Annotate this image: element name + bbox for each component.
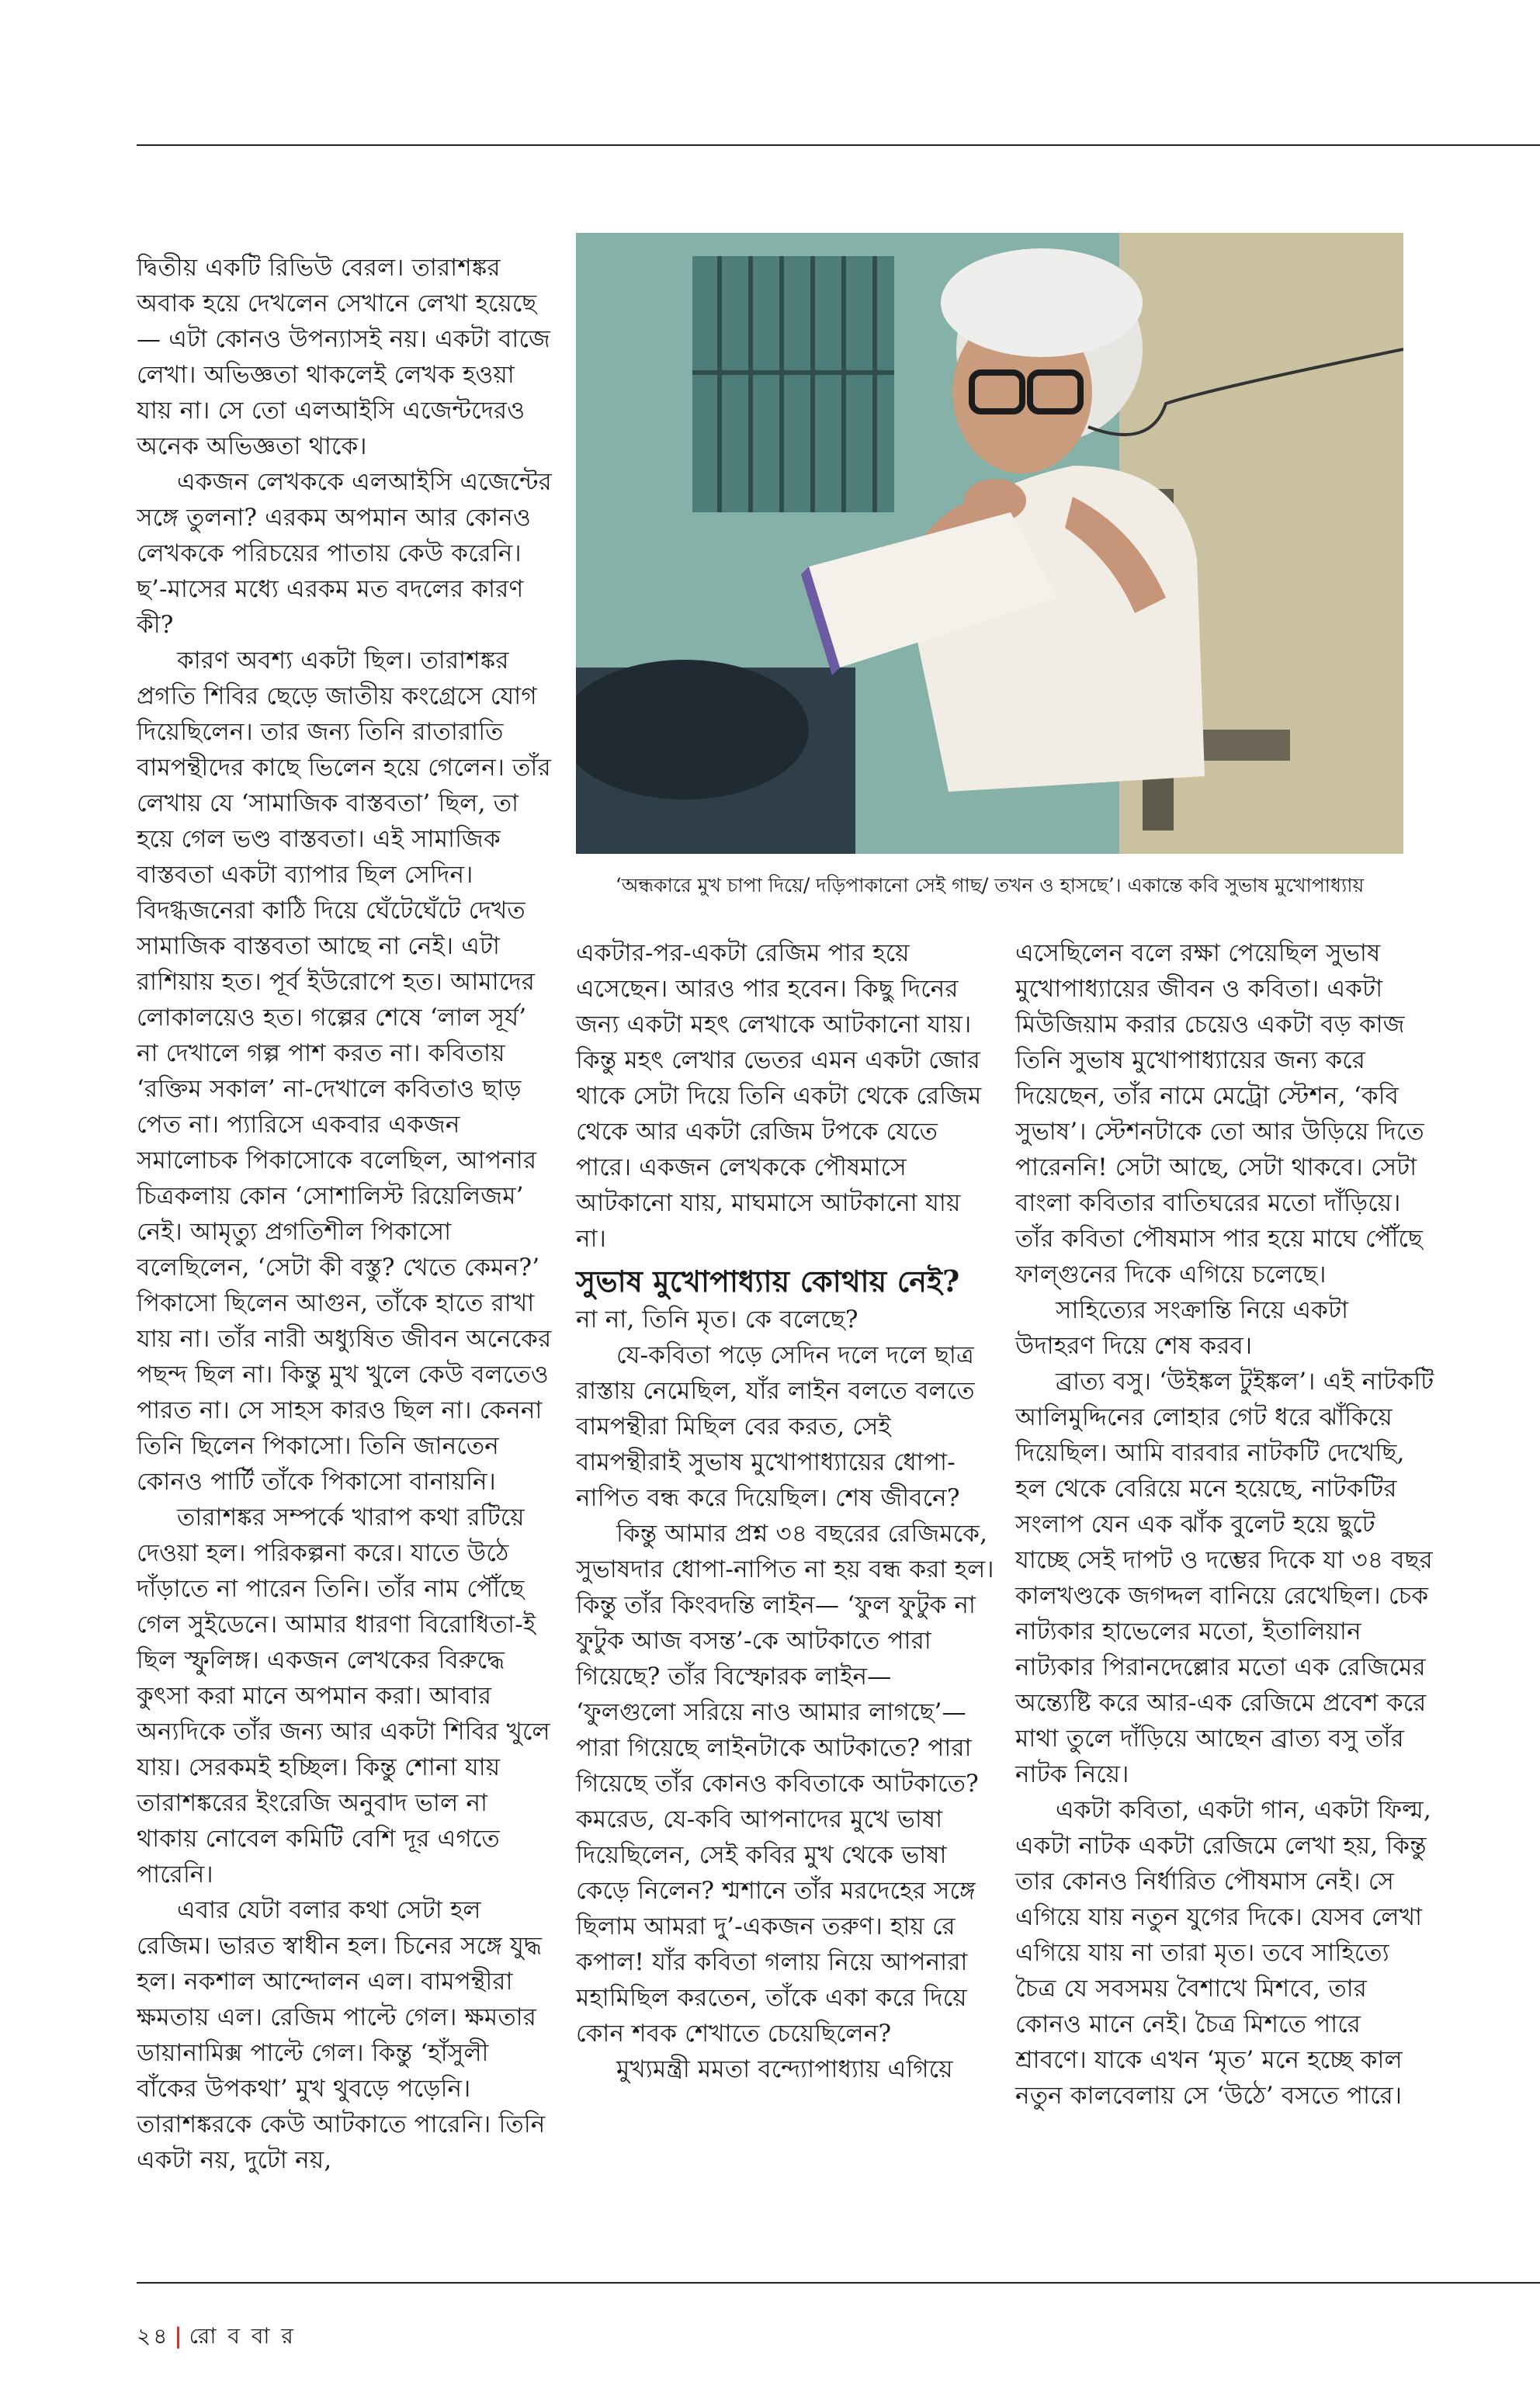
paragraph: একটা কবিতা, একটা গান, একটা ফিল্ম, একটা নাটক একটা রেজিমে লেখা হয়, কিন্তু তার কোনও নির্ধারিত পৌষমাস নেই। সে এগিয়ে যায় নতুন যুগের দিকে। যেসব লেখা এগিয়ে যায় না তারা মৃত। তবে সাহিত্যে চৈত্র যে সবসময় বৈশাখে মিশবে, তার কোনও মানে নেই। চৈত্র মিশতে পারে শ্রাবণে। যাকে এখন ‘মৃত’ মনে হচ্ছে কাল নতুন কালবেলায় সে ‘উঠে’ বসতে পারে।	[1015, 1796, 1431, 2110]
paragraph: এবার যেটা বলার কথা সেটা হল রেজিম। ভারত স্বাধীন হল। চিনের সঙ্গে যুদ্ধ হল। নকশাল আন্দোলন এল। বামপন্থীরা ক্ষমতায় এল। রেজিম পাল্টে গেল। ক্ষমতার ডায়ানামিক্স পাল্টে গেল। কিন্তু ‘হাঁসুলী বাঁকের উপকথা’ মুখ থুবড়ে পড়েনি। তারাশঙ্করকে কেউ আটকাতে পারেনি। তিনি একটা নয়, দুটো নয়,	[137, 1896, 546, 2174]
photo-illustration	[576, 233, 1403, 854]
paragraph: তারাশঙ্কর সম্পর্কে খারাপ কথা রটিয়ে দেওয়া হল। পরিকল্পনা করে। যাতে উঠে দাঁড়াতে না পারেন তিনি। তাঁর নাম পৌঁছে গেল সুইডেনে। আমার ধারণা বিরোধিতা-ই ছিল স্ফুলিঙ্গ। একজন লেখকের বিরুদ্ধে কুৎসা করা মানে অপমান করা। আবার অন্যদিকে তাঁর জন্য আর একটা শিবির খুলে যায়। সেরকমই হচ্ছিল। কিন্তু শোনা যায় তারাশঙ্করের ইংরেজি অনুবাদ ভাল না থাকায় নোবেল কমিটি বেশি দূর এগতে পারেনি।	[137, 1503, 550, 1888]
paragraph: যে-কবিতা পড়ে সেদিন দলে দলে ছাত্র রাস্তায় নেমেছিল, যাঁর লাইন বলতে বলতে বামপন্থীরা মিছিল বের করত, সেই বামপন্থীরাই সুভাষ মুখোপাধ্যায়ের ধোপা-নাপিত বন্ধ করে দিয়েছিল। শেষ জীবনে?	[576, 1341, 975, 1512]
page-footer	[137, 2322, 296, 2350]
poet-photograph	[576, 233, 1403, 854]
section-subheading: সুভাষ মুখোপাধ্যায় কোথায় নেই?	[576, 1264, 960, 1299]
top-rule	[137, 144, 1540, 146]
paragraph: ব্রাত্য বসু। ‘উইঙ্কল টুইঙ্কল’। এই নাটকটি আলিমুদ্দিনের লোহার গেট ধরে ঝাঁকিয়ে দিয়েছিল। আমি বারবার নাটকটি দেখেছি, হল থেকে বেরিয়ে মনে হয়েছে, নাটকটির সংলাপ যেন এক ঝাঁক বুলেট হয়ে ছুটে যাচ্ছে সেই দাপট ও দম্ভের দিকে যা ৩৪ বছর কালখণ্ডকে জগদ্দল বানিয়ে রেখেছিল। চেক নাট্যকার হাভেলের মতো, ইতালিয়ান নাট্যকার পিরানদেল্লোর মতো এক রেজিমের অন্ত্যেষ্টি করে আর-এক রেজিমে প্রবেশ করে মাথা তুলে দাঁড়িয়ে আছেন ব্রাত্য বসু তাঁর নাটক নিয়ে।	[1015, 1368, 1434, 1788]
paragraph: কিন্তু আমার প্রশ্ন ৩৪ বছরের রেজিমকে, সুভাষদার ধোপা-নাপিত না হয় বন্ধ করা হল। কিন্তু তাঁর কিংবদন্তি লাইন— ‘ফুল ফুটুক না ফুটুক আজ বসন্ত’-কে আটকাতে পারা গিয়েছে? তাঁর বিস্ফোরক লাইন— ‘ফুলগুলো সরিয়ে নাও আমার লাগছে’— পারা গিয়েছে লাইনটাকে আটকাতে? পারা গিয়েছে তাঁর কোনও কবিতাকে আটকাতে? কমরেড, যে-কবি আপনাদের মুখে ভাষা দিয়েছিলেন, সেই কবির মুখ থেকে ভাষা কেড়ে নিলেন? শ্মশানে তাঁর মরদেহের সঙ্গে ছিলাম আমরা দু’-একজন তরুণ। হায় রে কপাল! যাঁর কবিতা গলায় নিয়ে আপনারা মহামিছিল করতেন, তাঁকে একা করে দিয়ে কোন শবক শেখাতে চেয়েছিলেন?	[576, 1520, 994, 2048]
paragraph: এসেছিলেন বলে রক্ষা পেয়েছিল সুভাষ মুখোপাধ্যায়ের জীবন ও কবিতা। একটা মিউজিয়াম করার চেয়েও একটা বড় কাজ তিনি সুভাষ মুখোপাধ্যায়ের জন্য করে দিয়েছেন, তাঁর নামে মেট্রো স্টেশন, ‘কবি সুভাষ’। স্টেশনটাকে তো আর উড়িয়ে দিতে পারেননি! সেটা আছে, সেটা থাকবে। সেটা বাংলা কবিতার বাতিঘরের মতো দাঁড়িয়ে। তাঁর কবিতা পৌষমাস পার হয়ে মাঘে পৌঁছে ফাল্গুনের দিকে এগিয়ে চলেছে।	[1015, 939, 1424, 1288]
paragraph: দ্বিতীয় একটি রিভিউ বেরল। তারাশঙ্কর অবাক হয়ে দেখলেন সেখানে লেখা হয়েছে— এটা কোনও উপন্যাসই নয়। একটা বাজে লেখা। অভিজ্ঞতা থাকলেই লেখক হওয়া যায় না। সে তো এলআইসি এজেন্টদেরও অনেক অভিজ্ঞতা থাকে।	[137, 254, 550, 460]
paragraph: একজন লেখককে এলআইসি এজেন্টের সঙ্গে তুলনা? এরকম অপমান আর কোনও লেখককে পরিচয়ের পাতায় কেউ করেনি। ছ’-মাসের মধ্যে এরকম মত বদলের কারণ কী?	[137, 468, 552, 639]
article-column-1	[137, 250, 556, 2178]
paragraph: একটার-পর-একটা রেজিম পার হয়ে এসেছেন। আরও পার হবেন। কিছু দিনের জন্য একটা মহৎ লেখাকে আটকানো যায়। কিন্তু মহৎ লেখার ভেতর এমন একটা জোর থাকে সেটা দিয়ে তিনি একটা থেকে রেজিম থেকে আর একটা রেজিম টপকে যেতে পারে। একজন লেখককে পৌষমাসে আটকানো যায়, মাঘমাসে আটকানো যায় না।	[576, 939, 982, 1253]
page-number: ২৪	[137, 2323, 170, 2349]
paragraph: না না, তিনি মৃত। কে বলেছে?	[576, 1306, 858, 1333]
paragraph: মুখ্যমন্ত্রী মমতা বন্দ্যোপাধ্যায় এগিয়ে	[616, 2055, 953, 2083]
bottom-rule	[137, 2282, 1540, 2284]
photo-caption: ‘অন্ধকারে মুখ চাপা দিয়ে/ দড়িপাকানো সেই গাছ/ তখন ও হাসছে’। একান্তে কবি সুভাষ মুখোপাধ্যায়	[615, 874, 1365, 897]
paragraph: কারণ অবশ্য একটা ছিল। তারাশঙ্কর প্রগতি শিবির ছেড়ে জাতীয় কংগ্রেসে যোগ দিয়েছিলেন। তার জন্য তিনি রাতারাতি বামপন্থীদের কাছে ভিলেন হয়ে গেলেন। তাঁর লেখায় যে ‘সামাজিক বাস্তবতা’ ছিল, তা হয়ে গেল ভণ্ড বাস্তবতা। এই সামাজিক বাস্তবতা একটা ব্যাপার ছিল সেদিন। বিদগ্ধজনেরা কাঠি দিয়ে ঘেঁটেঘেঁটে দেখত সামাজিক বাস্তবতা আছে না নেই। এটা রাশিয়ায় হত। পূর্ব ইউরোপে হত। আমাদের লোকালয়েও হত। গল্পের শেষে ‘লাল সূর্য’ না দেখালে গল্প পাশ করত না। কবিতায় ‘রক্তিম সকাল’ না-দেখালে কবিতাও ছাড় পেত না। প্যারিসে একবার একজন সমালোচক পিকাসোকে বলেছিল, আপনার চিত্রকলায় কোন ‘সোশালিস্ট রিয়েলিজম’ নেই। আমৃত্যু প্রগতিশীল পিকাসো বলেছিলেন, ‘সেটা কী বস্তু? খেতে কেমন?’ পিকাসো ছিলেন আগুন, তাঁকে হাতে রাখা যায় না। তাঁর নারী অধ্যুষিত জীবন অনেকের পছন্দ ছিল না। কিন্তু মুখ খুলে কেউ বলতেও পারত না। সে সাহস কারও ছিল না। কেননা তিনি ছিলেন পিকাসো। তিনি জানতেন কোনও পার্টি তাঁকে পিকাসো বানায়নি।	[137, 647, 552, 1496]
folio-separator: |	[174, 2323, 185, 2349]
paragraph: সাহিত্যের সংক্রান্তি নিয়ে একটা উদাহরণ দিয়ে শেষ করব।	[1015, 1296, 1349, 1360]
magazine-name: রো ব বা র	[189, 2323, 296, 2349]
article-column-2	[576, 935, 995, 2087]
article-column-3	[1015, 935, 1434, 2114]
